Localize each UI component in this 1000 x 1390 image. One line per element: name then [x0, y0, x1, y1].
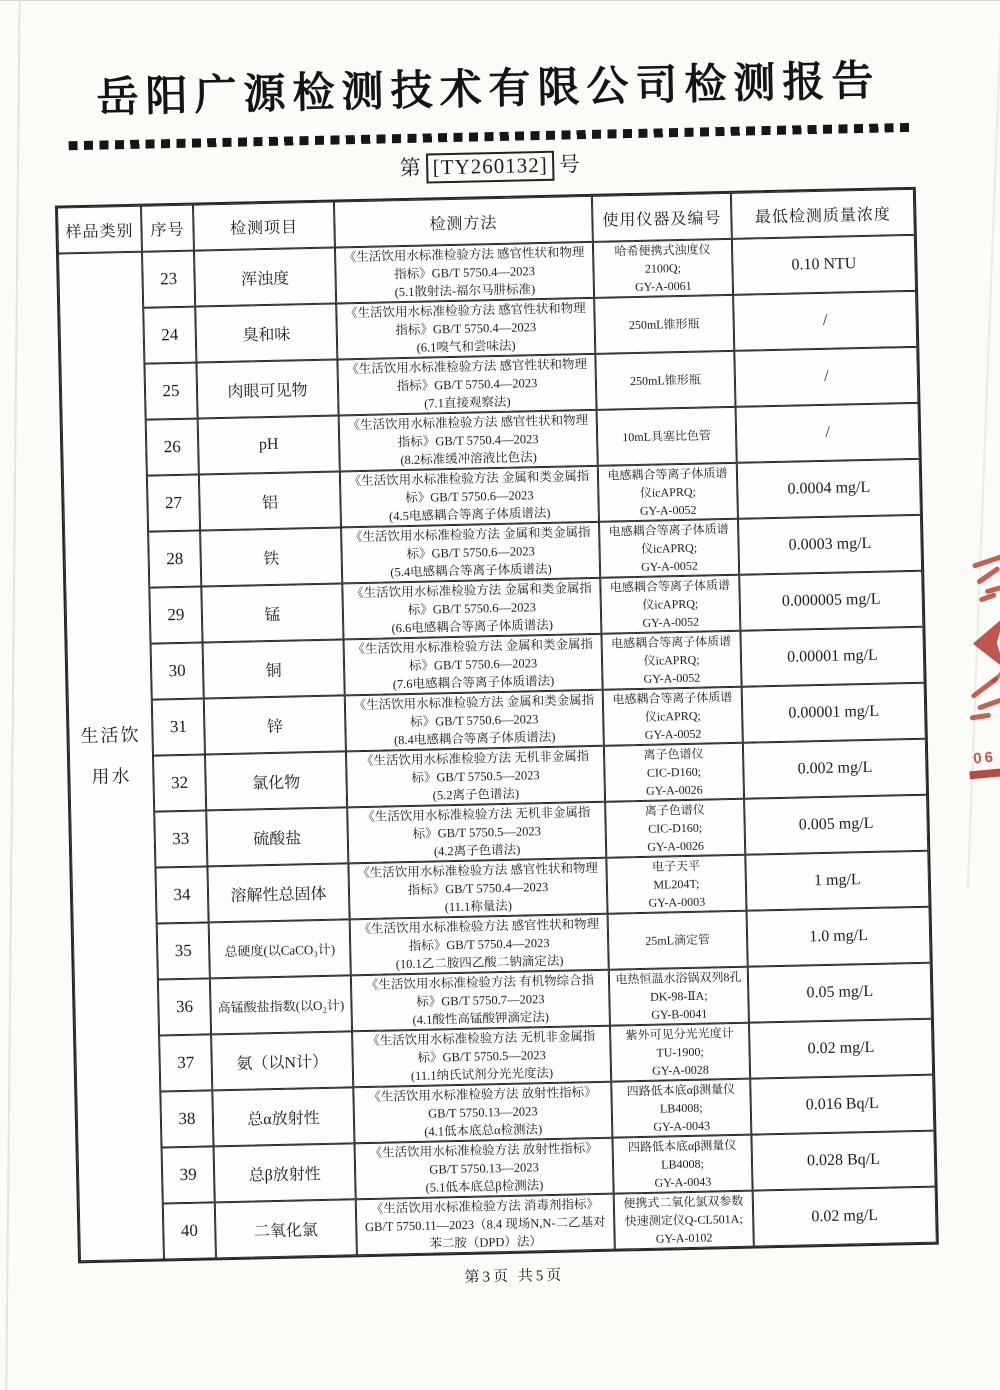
- cell-test-item: 氨（以N计）: [211, 1031, 353, 1090]
- page-footer: 第3页 共5页: [464, 1267, 565, 1286]
- cell-serial-number: 38: [160, 1090, 213, 1147]
- cell-test-item: 二氧化氯: [215, 1199, 357, 1258]
- cell-detection-limit: 0.000005 mg/L: [739, 571, 923, 631]
- method-standard-text: 《生活饮用水标准检验方法 感官性状和物理指标》GB/T 5750.4—2023: [344, 300, 586, 338]
- cell-instrument: 电感耦合等离子体质谱 仪icAPRQ; GY-A-0052: [600, 575, 740, 634]
- method-clause-text: (4.5电感耦合等离子体质谱法): [388, 505, 551, 524]
- cell-serial-number: 35: [157, 922, 210, 979]
- cell-test-item: 总硬度(以CaCO₃计): [209, 919, 351, 978]
- method-clause-text: (8.2标准缓冲溶液比色法): [400, 450, 537, 468]
- report-title: 岳阳广源检测技术有限公司检测报告: [96, 56, 881, 121]
- cell-instrument: 四路低本底αβ测量仪 LB4008; GY-A-0043: [611, 1079, 751, 1138]
- cell-test-item: 锰: [201, 583, 343, 642]
- method-clause-text: (11.1纳氏试剂分光光度法): [410, 1066, 554, 1084]
- method-standard-text: 《生活饮用水标准检验方法 金属和类金属指标》GB/T 5750.6—2023: [351, 580, 592, 617]
- method-standard-text: 《生活饮用水标准检验方法 感官性状和物理指标》GB/T 5750.4—2023: [346, 356, 588, 394]
- cell-detection-limit: /: [733, 291, 917, 351]
- method-clause-text: (7.6电感耦合等离子体质谱法): [392, 673, 555, 692]
- cell-instrument: 250mL锥形瓶: [594, 295, 734, 354]
- cell-test-method: [348, 858, 607, 920]
- cell-detection-limit: 1.0 mg/L: [747, 907, 931, 967]
- cell-serial-number: 27: [147, 475, 200, 532]
- cell-test-method: [345, 690, 604, 752]
- cell-serial-number: 30: [151, 642, 204, 699]
- cell-test-method: [339, 410, 598, 472]
- cell-test-method: [337, 354, 596, 416]
- cell-serial-number: 39: [162, 1146, 215, 1203]
- cell-test-method: [336, 298, 595, 360]
- method-clause-text: (6.6电感耦合等离子体质谱法): [391, 617, 554, 636]
- method-standard-text: 《生活饮用水标准检验方法 金属和类金属指标》GB/T 5750.6—2023: [348, 468, 590, 505]
- cell-instrument: 哈希便携式浊度仪 2100Q; GY-A-0061: [593, 239, 733, 298]
- cell-test-method: [350, 914, 609, 976]
- cell-detection-limit: 0.0003 mg/L: [738, 515, 922, 575]
- method-standard-text: 《生活饮用水标准检验方法 感官性状和物理指标》GB/T 5750.4—2023: [347, 412, 589, 450]
- method-clause-text: (5.4电感耦合等离子体质谱法): [390, 561, 552, 580]
- cell-test-item: 铝: [199, 471, 341, 530]
- cell-instrument: 电感耦合等离子体质谱 仪icAPRQ; GY-A-0052: [601, 631, 741, 690]
- cell-test-method: [346, 746, 605, 808]
- cell-serial-number: 25: [144, 363, 197, 420]
- cell-test-item: 浑浊度: [194, 248, 336, 307]
- header-detection-limit: 最低检测质量浓度: [731, 189, 915, 239]
- cell-serial-number: 36: [158, 978, 211, 1035]
- cell-detection-limit: 0.005 mg/L: [744, 795, 928, 855]
- cell-test-method: [341, 522, 600, 584]
- cell-test-item: pH: [198, 415, 340, 474]
- cell-instrument: 电感耦合等离子体质谱 仪icAPRQ; GY-A-0052: [603, 687, 743, 746]
- sample-category-cell: 生活饮用水: [58, 252, 164, 1262]
- method-standard-text: 《生活饮用水标准检验方法 无机非金属指标》GB/T 5750.5—2023: [367, 1028, 596, 1065]
- cell-test-method: [351, 970, 610, 1032]
- cell-instrument: 便携式二氧化氯双参数 快速测定仪Q-CL501A; GY-A-0102: [614, 1191, 754, 1250]
- method-standard-text: 《生活饮用水标准检验方法 感官性状和物理指标》GB/T 5750.4—2023: [343, 244, 585, 282]
- method-standard-text: 《生活饮用水标准检验方法 金属和类金属指标》GB/T 5750.6—2023: [349, 524, 591, 561]
- cell-test-item: 臭和味: [195, 303, 337, 362]
- cell-instrument: 250mL锥形瓶: [595, 351, 735, 410]
- header-instrument: 使用仪器及编号: [592, 193, 732, 242]
- cell-instrument: 10mL具塞比色管: [597, 407, 737, 466]
- cell-detection-limit: 0.00001 mg/L: [740, 627, 924, 687]
- header-serial-number: 序号: [141, 205, 194, 252]
- cell-serial-number: 40: [163, 1202, 216, 1259]
- cell-detection-limit: 0.028 Bq/L: [751, 1131, 935, 1191]
- cell-detection-limit: 1 mg/L: [745, 851, 929, 911]
- method-clause-text: (4.1酸性高锰酸钾滴定法): [412, 1010, 550, 1028]
- cell-instrument: 电热恒温水浴锅双列8孔 DK-98-ⅡA; GY-B-0041: [609, 967, 749, 1026]
- header-sample-category: 样品类别: [57, 206, 142, 254]
- stamp-digits: 06: [972, 748, 997, 768]
- method-standard-text: 《生活饮用水标准检验方法 感官性状和物理指标》GB/T 5750.4—2023: [358, 916, 600, 954]
- cell-serial-number: 29: [149, 587, 202, 644]
- cell-detection-limit: 0.10 NTU: [732, 235, 916, 295]
- method-standard-text: 《生活饮用水标准检验方法 有机物综合指标》GB/T 5750.7—2023: [365, 972, 595, 1009]
- cell-serial-number: 37: [159, 1034, 212, 1091]
- cell-detection-limit: 0.02 mg/L: [749, 1019, 933, 1079]
- cell-test-item: 铁: [200, 527, 342, 586]
- cell-test-method: [356, 1194, 615, 1256]
- method-standard-text: 《生活饮用水标准检验方法 金属和类金属指标》GB/T 5750.6—2023: [353, 692, 595, 729]
- cell-serial-number: 34: [155, 866, 208, 923]
- cell-test-method: [347, 802, 606, 864]
- method-clause-text: (4.1低本底总α检测法): [424, 1122, 543, 1139]
- cell-serial-number: 32: [153, 754, 206, 811]
- cell-test-method: [344, 634, 603, 696]
- cell-instrument: 25mL滴定管: [608, 911, 748, 970]
- method-clause-text: (5.2离子色谱法): [432, 786, 520, 803]
- cell-serial-number: 26: [146, 419, 199, 476]
- cell-detection-limit: 0.00001 mg/L: [742, 683, 926, 743]
- cell-instrument: 离子色谱仪 CIC-D160; GY-A-0026: [605, 799, 745, 858]
- method-clause-text: (11.1称量法): [444, 898, 513, 915]
- detection-table: [55, 187, 939, 1264]
- cell-serial-number: 31: [152, 698, 205, 755]
- cell-detection-limit: /: [734, 347, 918, 407]
- cell-test-item: 氯化物: [205, 751, 347, 810]
- method-standard-text: 《生活饮用水标准检验方法 放射性指标》GB/T 5750.13—2023: [368, 1084, 597, 1121]
- cell-instrument: 电感耦合等离子体质谱 仪icAPRQ; GY-A-0052: [598, 463, 738, 522]
- method-clause-text: (10.1乙二胺四乙酸二钠滴定法): [395, 953, 564, 972]
- cell-test-item: 溶解性总固体: [207, 863, 349, 922]
- cell-test-item: 硫酸盐: [206, 807, 348, 866]
- cell-serial-number: 33: [154, 810, 207, 867]
- cell-test-method: [353, 1082, 612, 1144]
- method-clause-text: (5.1散射法-福尔马肼标准): [394, 282, 536, 300]
- cell-detection-limit: 0.05 mg/L: [748, 963, 932, 1023]
- method-clause-text: (4.2离子色谱法): [433, 842, 521, 859]
- cell-test-method: [335, 242, 594, 304]
- stamp-star-icon: [972, 617, 1000, 670]
- cell-test-item: 总β放射性: [214, 1143, 356, 1202]
- report-number: [TY260132]: [425, 151, 555, 184]
- cell-detection-limit: 0.002 mg/L: [743, 739, 927, 799]
- cell-test-item: 铜: [203, 639, 345, 698]
- cell-test-method: [340, 466, 599, 528]
- cell-test-item: 高锰酸盐指数(以O₂计): [210, 975, 352, 1034]
- cell-detection-limit: 0.0004 mg/L: [737, 459, 921, 519]
- report-number-suffix: 号: [558, 152, 581, 177]
- cell-instrument: 电感耦合等离子体质谱 仪icAPRQ; GY-A-0052: [599, 519, 739, 578]
- cell-test-item: 总α放射性: [212, 1087, 354, 1146]
- cell-instrument: 紫外可见分光光度计 TU-1900; GY-A-0028: [610, 1023, 750, 1082]
- method-standard-text: 《生活饮用水标准检验方法 金属和类金属指标》GB/T 5750.6—2023: [352, 636, 594, 673]
- method-clause-text: (6.1嗅气和尝味法): [416, 338, 516, 355]
- cell-detection-limit: 0.016 Bq/L: [750, 1075, 934, 1135]
- cell-test-method: [342, 578, 601, 640]
- cell-test-item: 肉眼可见物: [196, 359, 338, 418]
- header-test-item: 检测项目: [193, 202, 335, 251]
- report-number-prefix: 第: [399, 155, 422, 181]
- header-test-method: 检测方法: [334, 196, 593, 248]
- cell-test-method: [354, 1138, 613, 1200]
- method-standard-text: 《生活饮用水标准检验方法 放射性指标》GB/T 5750.13—2023: [369, 1140, 598, 1177]
- method-clause-text: (5.1低本底总β检测法): [425, 1178, 544, 1195]
- method-standard-text: 《生活饮用水标准检验方法 消毒剂指标》GB/T 5750.11—2023（8.4 现场N,N-二乙基对苯二胺（DPD）法）: [364, 1196, 606, 1251]
- method-standard-text: 《生活饮用水标准检验方法 无机非金属指标》GB/T 5750.5—2023: [362, 804, 591, 841]
- cell-test-item: 锌: [204, 695, 346, 754]
- cell-serial-number: 28: [148, 531, 201, 588]
- cell-instrument: 离子色谱仪 CIC-D160; GY-A-0026: [604, 743, 744, 802]
- cell-serial-number: 24: [143, 307, 196, 364]
- method-clause-text: (8.4电感耦合等离子体质谱法): [393, 729, 556, 748]
- cell-detection-limit: /: [736, 403, 920, 463]
- cell-instrument: 电子天平 ML204T; GY-A-0003: [606, 855, 746, 914]
- method-standard-text: 《生活饮用水标准检验方法 感官性状和物理指标》GB/T 5750.4—2023: [357, 860, 599, 898]
- method-standard-text: 《生活饮用水标准检验方法 无机非金属指标》GB/T 5750.5—2023: [360, 748, 590, 785]
- method-clause-text: (7.1直接观察法): [423, 394, 511, 411]
- cell-detection-limit: 0.02 mg/L: [753, 1187, 937, 1247]
- cell-test-method: [352, 1026, 611, 1088]
- red-stamp-fragment: [935, 547, 1000, 798]
- cell-serial-number: 23: [142, 251, 195, 308]
- cell-instrument: 四路低本底αβ测量仪 LB4008; GY-A-0043: [612, 1135, 752, 1194]
